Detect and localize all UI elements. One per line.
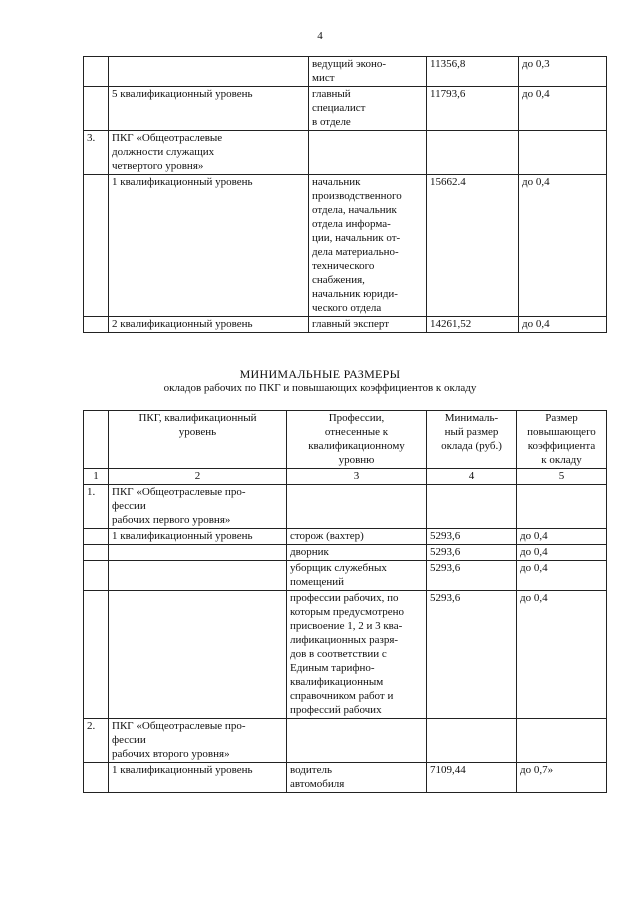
position-cell (309, 131, 427, 175)
row-number-cell: 2. (84, 719, 109, 763)
row-number-cell (84, 411, 109, 469)
position-cell: главный эксперт (309, 317, 427, 333)
pkg-level-cell: 1 квалификационный уровень (109, 763, 287, 793)
pkg-level-cell: ПКГ, квалификационный уровень (109, 411, 287, 469)
pkg-level-cell: 5 квалификационный уровень (109, 87, 309, 131)
salary-cell (427, 131, 519, 175)
table-row (84, 175, 607, 317)
row-number-cell (84, 529, 109, 545)
salary-cell: 5293,6 (427, 591, 517, 719)
pkg-level-cell: 2 квалификационный уровень (109, 317, 309, 333)
row-number-cell (84, 317, 109, 333)
salary-cell: 11793,6 (427, 87, 519, 131)
salary-cell: 5293,6 (427, 529, 517, 545)
salary-cell: 14261,52 (427, 317, 519, 333)
coefficient-cell (517, 719, 607, 763)
salary-cell: 15662.4 (427, 175, 519, 317)
page-number: 4 (317, 30, 323, 42)
pkg-level-cell (109, 591, 287, 719)
table-row (84, 763, 607, 793)
salary-cell (427, 485, 517, 529)
salary-cell: 5293,6 (427, 561, 517, 591)
section-subtitle: окладов рабочих по ПКГ и повышающих коэффициентов к окладу (163, 382, 477, 394)
row-number-cell: 1 (84, 469, 109, 485)
position-cell: Профессии, отнесенные к квалификационному уровню (287, 411, 427, 469)
pkg-level-cell: 2 (109, 469, 287, 485)
table-row (84, 719, 607, 763)
row-number-cell (84, 545, 109, 561)
salary-cell: 4 (427, 469, 517, 485)
pkg-level-cell: 1 квалификационный уровень (109, 175, 309, 317)
coefficient-cell: до 0,4 (519, 317, 607, 333)
table-row (84, 87, 607, 131)
salary-cell (427, 719, 517, 763)
row-number-cell (84, 561, 109, 591)
row-number-cell (84, 763, 109, 793)
coefficient-cell: до 0,4 (519, 175, 607, 317)
row-number-cell: 3. (84, 131, 109, 175)
coefficient-cell (519, 131, 607, 175)
salary-cell: 7109,44 (427, 763, 517, 793)
coefficient-cell: до 0,4 (519, 87, 607, 131)
table-row (84, 529, 607, 545)
coefficient-cell: до 0,4 (517, 561, 607, 591)
column-number-row (84, 469, 607, 485)
position-cell: начальник производственного отдела, начальник отдела информа- ции, начальник от- дела материально- технического снабжения, начальник юриди- ческого отдела (309, 175, 427, 317)
coefficient-cell: до 0,4 (517, 591, 607, 719)
salary-cell: 5293,6 (427, 545, 517, 561)
position-cell: главный специалист в отделе (309, 87, 427, 131)
coefficient-cell (517, 485, 607, 529)
coefficient-cell: до 0,4 (517, 529, 607, 545)
table-row (84, 485, 607, 529)
coefficient-cell: до 0,4 (517, 545, 607, 561)
coefficient-cell: до 0,3 (519, 57, 607, 87)
position-cell: водитель автомобиля (287, 763, 427, 793)
position-cell: 3 (287, 469, 427, 485)
salary-cell: Минималь- ный размер оклада (руб.) (427, 411, 517, 469)
position-cell: дворник (287, 545, 427, 561)
pkg-level-cell (109, 545, 287, 561)
pkg-level-cell: ПКГ «Общеотраслевые про- фессии рабочих первого уровня» (109, 485, 287, 529)
section-title: МИНИМАЛЬНЫЕ РАЗМЕРЫ (239, 367, 401, 381)
table-header-row (84, 411, 607, 469)
pkg-level-cell: 1 квалификационный уровень (109, 529, 287, 545)
table-row (84, 561, 607, 591)
position-cell (287, 485, 427, 529)
row-number-cell (84, 57, 109, 87)
position-cell (287, 719, 427, 763)
table-row (84, 131, 607, 175)
position-cell: ведущий эконо- мист (309, 57, 427, 87)
coefficient-cell: 5 (517, 469, 607, 485)
position-cell: уборщик служебных помещений (287, 561, 427, 591)
row-number-cell: 1. (84, 485, 109, 529)
row-number-cell (84, 591, 109, 719)
pkg-level-cell (109, 561, 287, 591)
row-number-cell (84, 175, 109, 317)
table-row (84, 591, 607, 719)
row-number-cell (84, 87, 109, 131)
salary-cell: 11356,8 (427, 57, 519, 87)
pkg-level-cell: ПКГ «Общеотраслевые про- фессии рабочих второго уровня» (109, 719, 287, 763)
position-cell: профессии рабочих, по которым предусмотрено присвоение 1, 2 и 3 ква- лификационных разря- дов в соответствии с Единым тарифно- квалификационным справочником работ и профессий рабочих (287, 591, 427, 719)
staff-salary-table-continued (83, 56, 607, 333)
coefficient-cell: до 0,7» (517, 763, 607, 793)
table-row (84, 57, 607, 87)
pkg-level-cell (109, 57, 309, 87)
table-row (84, 545, 607, 561)
table-row (84, 317, 607, 333)
pkg-level-cell: ПКГ «Общеотраслевые должности служащих четвертого уровня» (109, 131, 309, 175)
coefficient-cell: Размер повышающего коэффициента к окладу (517, 411, 607, 469)
workers-salary-table (83, 410, 607, 793)
position-cell: сторож (вахтер) (287, 529, 427, 545)
